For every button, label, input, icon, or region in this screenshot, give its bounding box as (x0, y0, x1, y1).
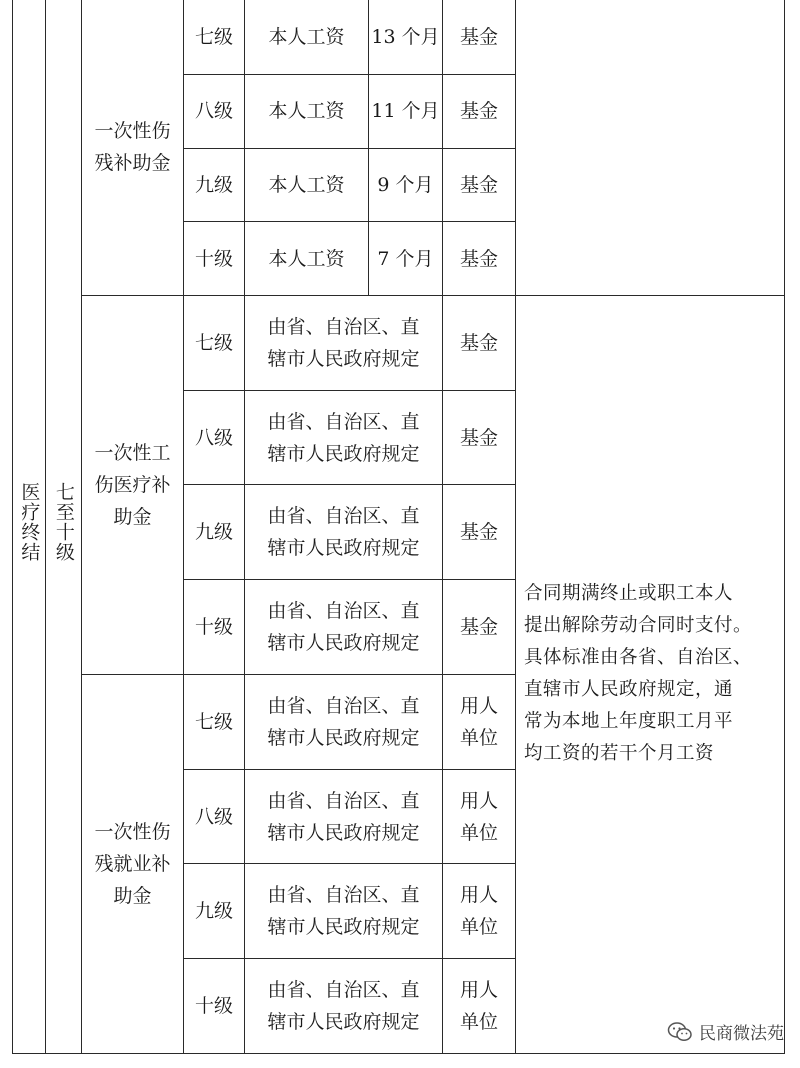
section-col1: 医疗终结 (18, 481, 41, 562)
level-cell: 九级 (184, 485, 245, 580)
group-1-name: 一次性伤 残补助金 (82, 0, 184, 295)
level-cell: 七级 (184, 295, 245, 390)
payer-cell: 用人 单位 (443, 864, 516, 959)
group-3-name: 一次性伤 残就业补 助金 (82, 674, 184, 1053)
group-2-name: 一次性工 伤医疗补 助金 (82, 295, 184, 674)
standard-cell: 由省、自治区、直 辖市人民政府规定 (245, 864, 443, 959)
payer-cell: 基金 (443, 580, 516, 675)
level-cell: 八级 (184, 75, 245, 149)
payer-cell: 基金 (443, 222, 516, 296)
section-col2: 七至十级 (52, 481, 75, 562)
base-cell: 本人工资 (245, 75, 369, 149)
payer-cell: 基金 (443, 75, 516, 149)
watermark-text: 民商微法苑 (699, 1024, 784, 1044)
standard-cell: 由省、自治区、直 辖市人民政府规定 (245, 390, 443, 485)
base-cell: 本人工资 (245, 0, 369, 75)
level-cell: 七级 (184, 674, 245, 769)
level-cell: 九级 (184, 864, 245, 959)
months-cell: 7 个月 (369, 222, 443, 296)
payer-cell: 用人 单位 (443, 674, 516, 769)
months-cell: 9 个月 (369, 148, 443, 222)
payment-note: 合同期满终止或职工本人 提出解除劳动合同时支付。 具体标准由各省、自治区、 直辖市人民政府规定，通 常为本地上年度职工月平 均工资的若干个月工资 (516, 295, 785, 1053)
payer-cell: 基金 (443, 390, 516, 485)
level-cell: 八级 (184, 390, 245, 485)
payer-cell: 用人 单位 (443, 769, 516, 864)
level-cell: 十级 (184, 959, 245, 1054)
level-cell: 八级 (184, 769, 245, 864)
group-1-note-empty (516, 0, 785, 295)
standard-cell: 由省、自治区、直 辖市人民政府规定 (245, 580, 443, 675)
standard-cell: 由省、自治区、直 辖市人民政府规定 (245, 485, 443, 580)
payer-cell: 基金 (443, 485, 516, 580)
section-col1-cell (13, 0, 46, 1054)
standard-cell: 由省、自治区、直 辖市人民政府规定 (245, 769, 443, 864)
payer-cell: 用人 单位 (443, 959, 516, 1054)
benefits-table (12, 0, 785, 1054)
months-cell: 11 个月 (369, 75, 443, 149)
base-cell: 本人工资 (245, 222, 369, 296)
level-cell: 七级 (184, 0, 245, 75)
section-col2-cell (46, 0, 82, 1054)
months-cell: 13 个月 (369, 0, 443, 75)
base-cell: 本人工资 (245, 148, 369, 222)
wechat-icon (667, 1021, 693, 1043)
standard-cell: 由省、自治区、直 辖市人民政府规定 (245, 295, 443, 390)
payer-cell: 基金 (443, 148, 516, 222)
standard-cell: 由省、自治区、直 辖市人民政府规定 (245, 959, 443, 1054)
level-cell: 九级 (184, 148, 245, 222)
watermark (667, 1019, 784, 1044)
payer-cell: 基金 (443, 0, 516, 75)
standard-cell: 由省、自治区、直 辖市人民政府规定 (245, 674, 443, 769)
payer-cell: 基金 (443, 295, 516, 390)
level-cell: 十级 (184, 222, 245, 296)
level-cell: 十级 (184, 580, 245, 675)
